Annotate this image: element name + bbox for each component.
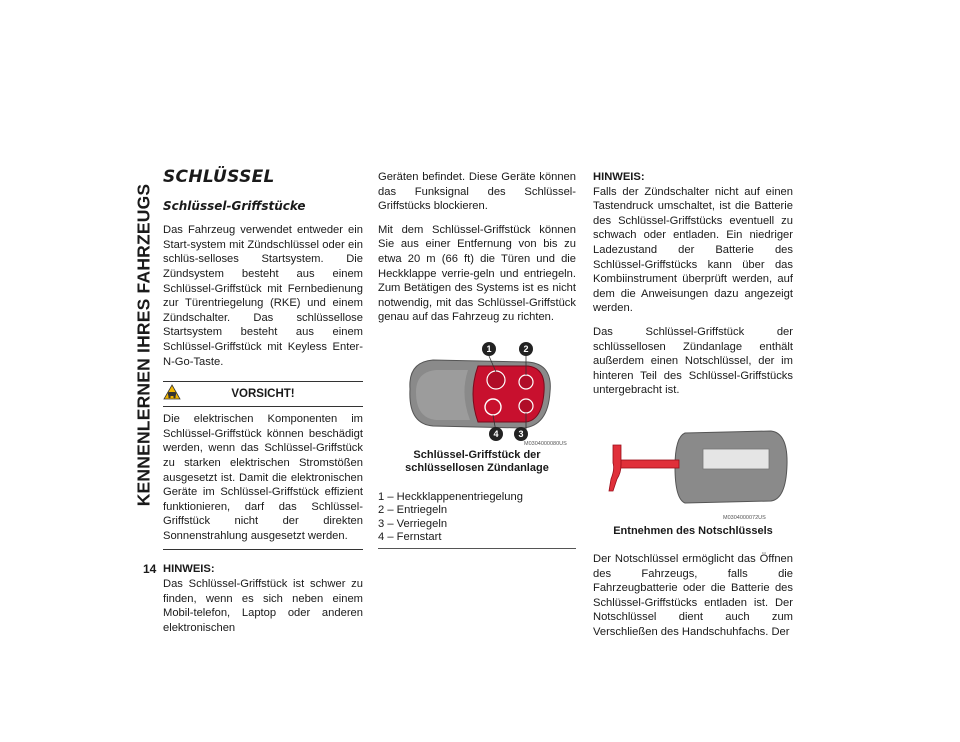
callout-2: 2 (519, 342, 533, 356)
callout-1: 1 (482, 342, 496, 356)
warning-header (163, 382, 363, 407)
sidebar-section-tab (130, 150, 158, 540)
key-fob-figure (378, 334, 576, 449)
emergency-key-usage-paragraph: Der Notschlüssel ermöglicht das Öffnen des Fahrzeugs, falls die Fahrzeugbatterie oder die Batterie des Schlüssel-Griffstücks entladen ist. Der Notschlüssel dient auch zum Verschließen des Handschuhfachs. Der (593, 552, 793, 638)
warning-text: Die elektrischen Komponenten im Schlüssel-Griffstück können beschädigt werden, wenn das Schlüssel-Griffstück zu starken elektrischen Stromstößen ausgesetzt ist. Damit die elektronischen Geräte im Schlüssel-Griffstück effizient funktionieren, darf das Schlüssel-Griffstück nicht der direkten Sonnenstrahlung ausgesetzt werden. (163, 413, 363, 542)
intro-paragraph: Das Fahrzeug verwendet entweder ein Start-system mit Zündschlüssel oder ein schlüs-selloses Startsystem. Die Zündsystem besteht aus einem Schlüssel-Griffstück mit Fernbedienung zur Türentriegelung (RKE) und einem Zündschalter. Das schlüssellose Startsystem besteht aus einem Schlüssel-Griffstück mit Keyless Enter-N-Go-Taste. (163, 224, 363, 368)
column-1 (163, 167, 363, 644)
section-title: KENNENLERNEN IHRES FAHRZEUGS (133, 183, 154, 507)
warning-icon (163, 384, 181, 405)
emergency-key-figure (593, 407, 793, 525)
callout-3: 3 (514, 427, 528, 441)
callout-4: 4 (489, 427, 503, 441)
paragraph-continued: Geräten befindet. Diese Geräte können das Funksignal des Schlüssel-Griffstücks blockieren. (378, 171, 576, 213)
key-fob-illustration (378, 334, 576, 449)
legend-item: 1 – Heckklappenentriegelung (378, 490, 523, 503)
column-2 (378, 170, 576, 549)
note-title: HINWEIS: (163, 563, 215, 576)
subheading: Schlüssel-Griffstücke (163, 198, 306, 213)
legend-item: 4 – Fernstart (378, 531, 442, 544)
legend-item: 2 – Entriegeln (378, 504, 448, 517)
figure-legend (378, 491, 576, 549)
page-number: 14 (143, 562, 157, 576)
figure-code: M0304000072US (723, 514, 766, 521)
warning-box (163, 381, 363, 550)
note-text: Das Schlüssel-Griffstück ist schwer zu finden, wenn es sich neben einem Mobil-telefon, Laptop oder anderen elektronischen (163, 578, 363, 634)
emergency-key-illustration (593, 407, 793, 525)
figure-caption: Schlüssel-Griffstück der schlüssellosen Zündanlage (405, 448, 549, 474)
emergency-key-paragraph: Das Schlüssel-Griffstück der schlüssellosen Zündanlage enthält außerdem einen Notschlüssel, der im hinteren Teil des Schlüssel-Griffstücks untergebracht ist. (593, 325, 793, 397)
note-text: Falls der Zündschalter nicht auf einen Tastendruck umschaltet, ist die Batterie des Schlüssel-Griffstücks eventuell zu schwach oder entladen. Ein niedriger Ladezustand der Batterie des Schlüssel-Griffstücks kann über das Kombiinstrument überprüft werden, auf dem die Anweisungen dazu angezeigt werden. (593, 185, 793, 315)
legend-item: 3 – Verriegeln (378, 517, 448, 530)
figure-caption: Entnehmen des Notschlüssels (613, 524, 773, 537)
figure-code: M0304000080US (524, 440, 567, 447)
column-3 (593, 170, 793, 648)
warning-title: VORSICHT! (231, 387, 295, 400)
note-title: HINWEIS: (593, 171, 645, 183)
range-paragraph: Mit dem Schlüssel-Griffstück können Sie aus einer Entfernung von bis zu etwa 20 m (66 ft) die Türen und die Heckklappe verrie-geln und entriegeln. Zum Betätigen des Systems ist es nicht notwendig, mit das Schlüssel-Griffstück genau auf das Fahrzeug zu richten. (378, 223, 576, 324)
page-heading: SCHLÜSSEL (163, 167, 275, 187)
